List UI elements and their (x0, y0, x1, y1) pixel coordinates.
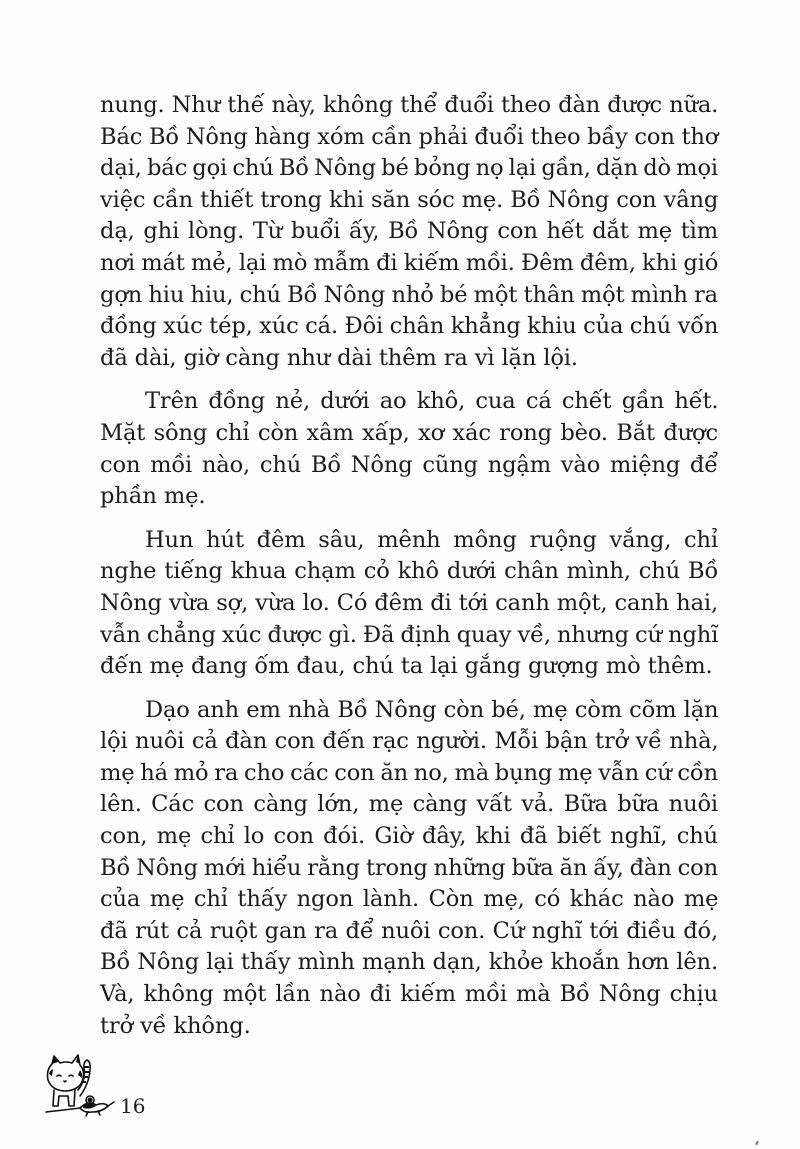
scan-speck (755, 1141, 759, 1145)
text-line: lên. Các con càng lớn, mẹ càng vất vả. Bữa bữa nuôi (100, 791, 718, 818)
paragraph (100, 525, 718, 683)
page-footer (0, 1040, 800, 1140)
text-line: đồng xúc tép, xúc cá. Đôi chân khẳng khiu của chú vốn (100, 313, 719, 340)
text-line: Bác Bồ Nông hàng xóm cần phải đuổi theo bầy con thơ (100, 123, 719, 150)
text-line: mẹ há mỏ ra cho các con ăn no, mà bụng mẹ vẫn cứ cồn (100, 759, 718, 786)
paragraph (100, 386, 718, 512)
text-line: Bồ Nông lại thấy mình mạnh dạn, khỏe khoắn hơn lên. (100, 949, 718, 976)
text-line: con, mẹ chỉ lo con đói. Giờ đây, khi đã biết nghĩ, chú (100, 823, 718, 850)
text-line: lội nuôi cả đàn con đến rạc người. Mỗi bận trở về nhà, (100, 728, 719, 755)
cat-and-mouse-sketch-icon (38, 1050, 118, 1120)
text-line: đã dài, giờ càng như dài thêm ra vì lặn lội. (100, 344, 578, 371)
text-line: phần mẹ. (100, 483, 206, 510)
paragraph (100, 695, 718, 1043)
text-line: Dạo anh em nhà Bồ Nông còn bé, mẹ còm cõm lặn (145, 696, 719, 723)
text-line: Trên đồng nẻ, dưới ao khô, cua cá chết gần hết. (145, 388, 719, 415)
story-text (100, 90, 718, 1054)
text-line: nung. Như thế này, không thể đuổi theo đàn được nữa. (100, 92, 719, 118)
text-line: con mồi nào, chú Bồ Nông cũng ngậm vào miệng để (100, 451, 718, 478)
text-line: Hun hút đêm sâu, mênh mông ruộng vắng, chỉ (145, 526, 718, 553)
text-line: đã rút cả ruột gan ra để nuôi con. Cứ nghĩ tới điều đó, (100, 917, 718, 944)
text-line: của mẹ chỉ thấy ngon lành. Còn mẹ, có khác nào mẹ (100, 886, 719, 913)
text-line: Mặt sông chỉ còn xâm xấp, xơ xác rong bèo. Bắt được (100, 419, 718, 446)
text-line: dạ, ghi lòng. Từ buổi ấy, Bồ Nông con hết dắt mẹ tìm (100, 218, 718, 245)
paragraph (100, 90, 718, 374)
text-line: việc cần thiết trong khi săn sóc mẹ. Bồ Nông con vâng (100, 186, 719, 213)
page-number: 16 (120, 1094, 146, 1118)
text-line: dại, bác gọi chú Bồ Nông bé bỏng nọ lại gần, dặn dò mọi (100, 155, 718, 182)
text-line: nơi mát mẻ, lại mò mẫm đi kiếm mồi. Đêm đêm, khi gió (100, 249, 719, 276)
text-line: Và, không một lần nào đi kiếm mồi mà Bồ Nông chịu (100, 981, 718, 1008)
text-line: đến mẹ đang ốm đau, chú ta lại gắng gượng mò thêm. (100, 653, 713, 680)
text-line: trở về không. (100, 1012, 251, 1039)
text-line: Nông vừa sợ, vừa lo. Có đêm đi tới canh một, canh hai, (100, 589, 718, 616)
text-line: vẫn chẳng xúc được gì. Đã định quay về, nhưng cứ nghĩ (100, 621, 719, 648)
text-line: nghe tiếng khua chạm cỏ khô dưới chân mình, chú Bồ (100, 558, 719, 585)
text-line: gợn hiu hiu, chú Bồ Nông nhỏ bé một thân một mình ra (100, 281, 718, 308)
text-line: Bồ Nông mới hiểu rằng trong những bữa ăn ấy, đàn con (100, 854, 718, 881)
